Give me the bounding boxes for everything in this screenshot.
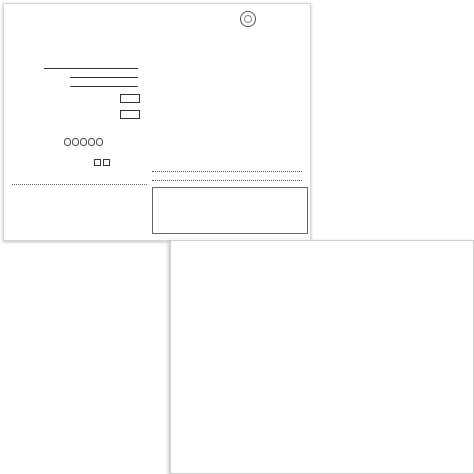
category-oval-d[interactable] [72, 138, 79, 146]
candidate-name-bubble-grid[interactable] [150, 66, 234, 166]
invigilator-signature-line[interactable] [152, 167, 302, 172]
code-box[interactable] [120, 94, 140, 103]
writer-yes-box[interactable] [94, 159, 101, 166]
category-oval-s[interactable] [88, 138, 95, 146]
category-oval-h[interactable] [80, 138, 87, 146]
date-field[interactable] [70, 73, 138, 78]
board-seal-logo [240, 11, 256, 27]
supplementary-box[interactable] [120, 110, 140, 119]
ruled-lines[interactable] [171, 241, 473, 473]
subject-code-bubble-grid[interactable] [237, 124, 267, 160]
roll-no-bubble-grid[interactable] [247, 73, 305, 113]
other-instructions-box [152, 187, 308, 234]
medium-field[interactable] [70, 82, 138, 87]
subject-field[interactable] [44, 64, 138, 69]
category-oval-c[interactable] [96, 138, 103, 146]
practice-answer-sheet-front [3, 3, 311, 241]
writer-note-line [12, 174, 147, 185]
centre-no-bubble-grid[interactable] [270, 124, 304, 160]
writer-no-box[interactable] [103, 159, 110, 166]
ruled-answer-sheet [170, 240, 474, 474]
candidate-signature-line[interactable] [152, 176, 302, 181]
category-oval-b[interactable] [64, 138, 71, 146]
